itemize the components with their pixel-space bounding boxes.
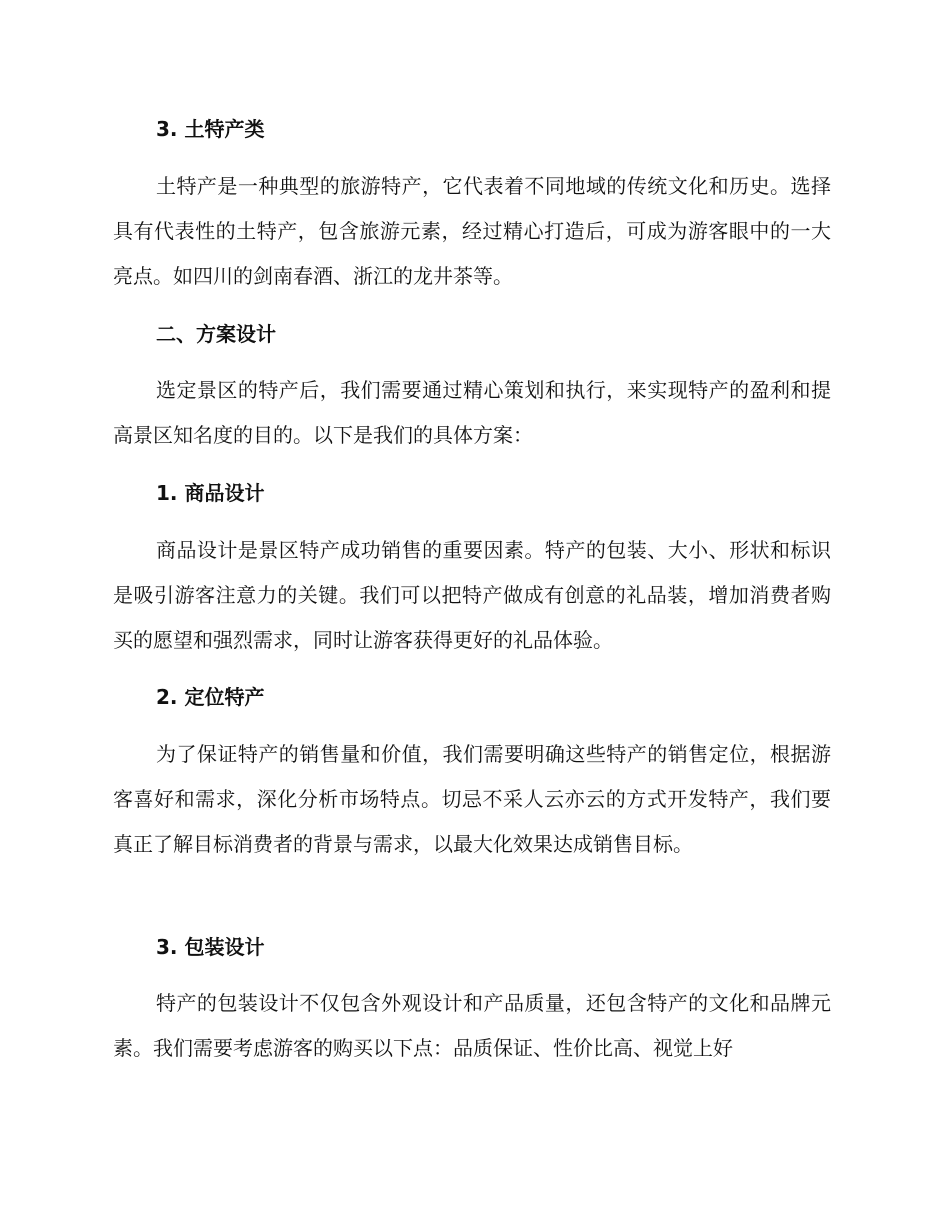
section-heading-positioning: 2. 定位特产 [156,685,265,709]
section-paragraph-local-specialties: 土特产是一种典型的旅游特产，它代表着不同地域的传统文化和历史。选择具有代表性的土特产，包含旅游元素，经过精心打造后，可成为游客眼中的一大亮点。如四川的剑南春酒、浙江的龙井茶等。 [113,174,831,288]
section-paragraph-packaging-design: 特产的包装设计不仅包含外观设计和产品质量，还包含特产的文化和品牌元素。我们需要考虑游客的购买以下点：品质保证、性价比高、视觉上好 [113,991,831,1060]
section-heading-packaging-design: 3. 包装设计 [156,935,265,959]
section-heading-plan-design: 二、方案设计 [156,322,276,346]
section-heading-product-design: 1. 商品设计 [156,481,265,505]
section-paragraph-positioning: 为了保证特产的销售量和价值，我们需要明确这些特产的销售定位，根据游客喜好和需求，深化分析市场特点。切忌不采人云亦云的方式开发特产，我们要真正了解目标消费者的背景与需求，以最大化效果达成销售目标。 [113,742,831,856]
section-paragraph-plan-design: 选定景区的特产后，我们需要通过精心策划和执行，来实现特产的盈利和提高景区知名度的目的。以下是我们的具体方案： [113,378,831,447]
section-paragraph-product-design: 商品设计是景区特产成功销售的重要因素。特产的包装、大小、形状和标识是吸引游客注意力的关键。我们可以把特产做成有创意的礼品装，增加消费者购买的愿望和强烈需求，同时让游客获得更好的礼品体验。 [113,538,831,652]
section-heading-local-specialties: 3. 土特产类 [156,117,265,141]
